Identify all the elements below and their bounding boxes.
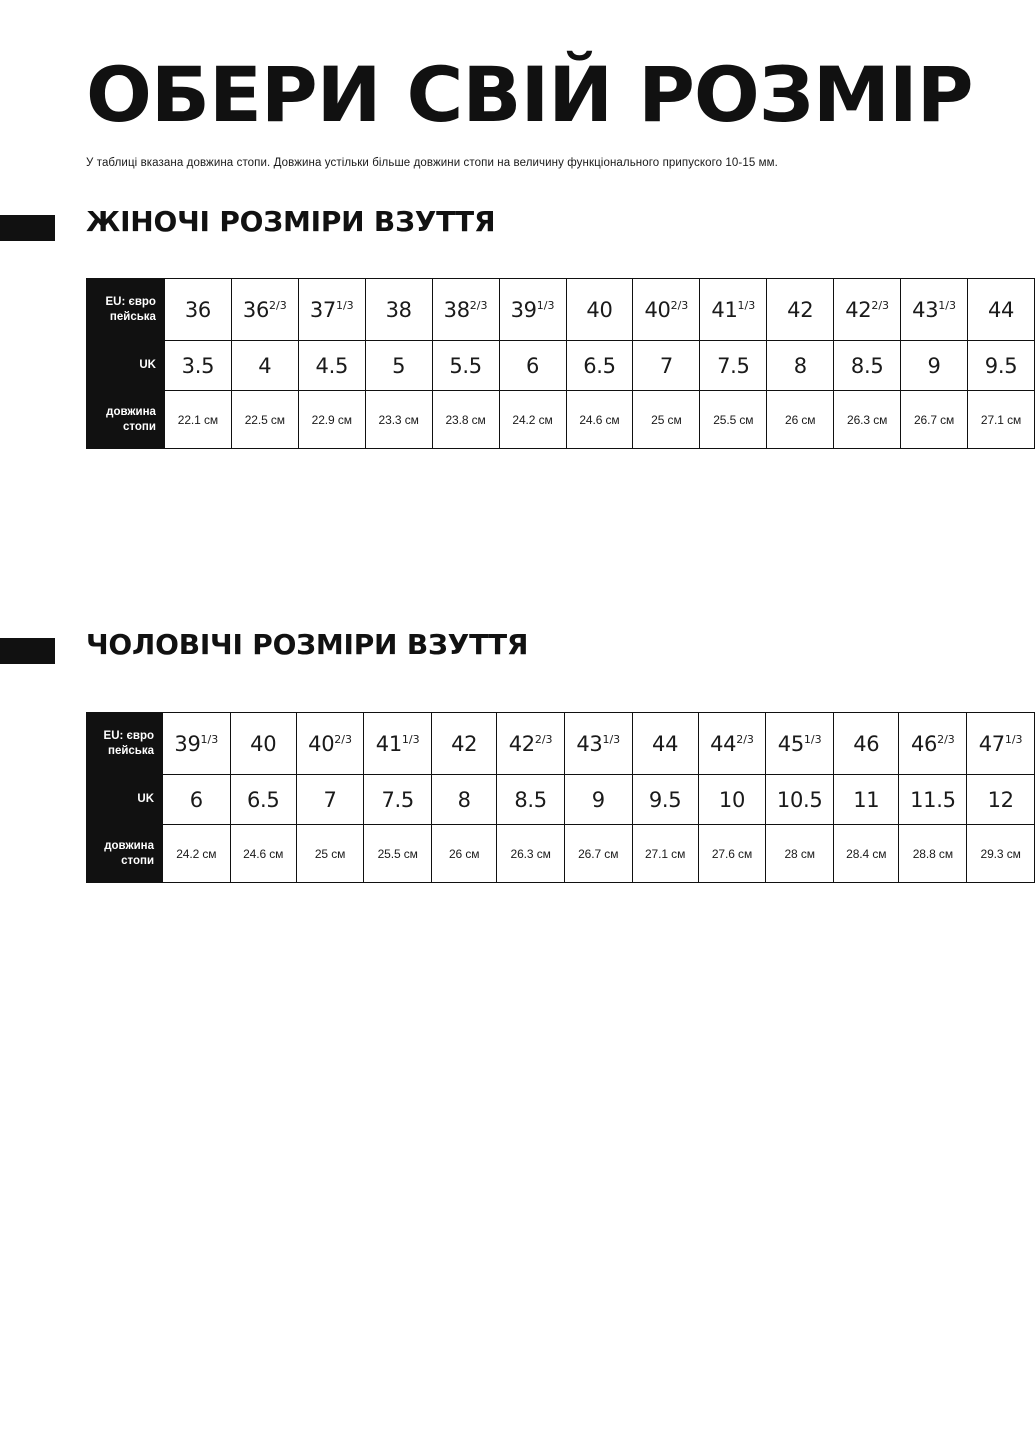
cell-eu-size: 44 xyxy=(632,713,698,775)
cell-foot-length: 28.4 см xyxy=(834,825,899,883)
cell-uk-size: 11 xyxy=(834,775,899,825)
row-header-len-line2: стопи xyxy=(121,854,155,867)
page-title: ОБЕРИ СВІЙ РОЗМІР xyxy=(86,49,973,139)
cell-foot-length: 28.8 см xyxy=(899,825,967,883)
cell-uk-size: 5.5 xyxy=(432,341,499,391)
table-row-eu xyxy=(87,713,1035,775)
cell-uk-size: 7 xyxy=(296,775,364,825)
cell-eu-size: 40 xyxy=(230,713,296,775)
cell-uk-size: 10 xyxy=(698,775,766,825)
row-header-eu-line2: пейська xyxy=(109,310,156,323)
cell-foot-length: 24.6 см xyxy=(230,825,296,883)
cell-foot-length: 26 см xyxy=(767,391,834,449)
cell-eu-size: $39^{1/3}$ xyxy=(499,279,566,341)
row-header-eu xyxy=(87,279,165,341)
cell-uk-size: 7.5 xyxy=(700,341,767,391)
cell-foot-length: 26.3 см xyxy=(834,391,901,449)
accent-bar-icon xyxy=(0,638,55,664)
cell-uk-size: 9 xyxy=(901,341,968,391)
size-table-men-body xyxy=(87,713,1035,883)
cell-foot-length: 26.3 см xyxy=(497,825,565,883)
cell-uk-size: 9 xyxy=(564,775,632,825)
cell-uk-size: 6 xyxy=(163,775,231,825)
cell-uk-size: 12 xyxy=(967,775,1035,825)
cell-eu-size: $39^{1/3}$ xyxy=(163,713,231,775)
cell-eu-size: 38 xyxy=(365,279,432,341)
cell-eu-size: $44^{2/3}$ xyxy=(698,713,766,775)
row-header-len-line1: довжина xyxy=(106,406,156,419)
row-header-len-line1: довжина xyxy=(104,840,155,853)
cell-foot-length: 28 см xyxy=(766,825,834,883)
table-row-eu xyxy=(87,279,1035,341)
cell-eu-size: 42 xyxy=(767,279,834,341)
row-header-eu-line2: пейська xyxy=(108,744,155,757)
cell-uk-size: 8.5 xyxy=(834,341,901,391)
cell-foot-length: 22.5 см xyxy=(231,391,298,449)
cell-eu-size: $41^{1/3}$ xyxy=(364,713,432,775)
cell-uk-size: 8 xyxy=(432,775,497,825)
cell-foot-length: 25 см xyxy=(633,391,700,449)
cell-uk-size: 7.5 xyxy=(364,775,432,825)
cell-foot-length: 26.7 см xyxy=(901,391,968,449)
size-table-women-body xyxy=(87,279,1035,449)
cell-foot-length: 23.8 см xyxy=(432,391,499,449)
section-title-men: ЧОЛОВІЧІ РОЗМІРИ ВЗУТТЯ xyxy=(86,628,529,661)
cell-foot-length: 29.3 см xyxy=(967,825,1035,883)
accent-bar-icon xyxy=(0,215,55,241)
cell-foot-length: 24.6 см xyxy=(566,391,633,449)
cell-foot-length: 22.9 см xyxy=(298,391,365,449)
cell-foot-length: 22.1 см xyxy=(164,391,231,449)
cell-eu-size: $46^{2/3}$ xyxy=(899,713,967,775)
cell-uk-size: 8 xyxy=(767,341,834,391)
size-table-men xyxy=(86,712,1035,883)
row-header-eu-line1: EU: євро xyxy=(103,730,155,743)
cell-foot-length: 24.2 см xyxy=(499,391,566,449)
cell-foot-length: 26.7 см xyxy=(564,825,632,883)
row-header-foot-length xyxy=(87,391,165,449)
cell-eu-size: $37^{1/3}$ xyxy=(298,279,365,341)
cell-eu-size: 40 xyxy=(566,279,633,341)
cell-uk-size: 3.5 xyxy=(164,341,231,391)
row-header-uk: UK xyxy=(87,775,163,825)
cell-uk-size: 4.5 xyxy=(298,341,365,391)
cell-eu-size: $40^{2/3}$ xyxy=(633,279,700,341)
cell-uk-size: 9.5 xyxy=(968,341,1035,391)
cell-uk-size: 4 xyxy=(231,341,298,391)
cell-eu-size: 44 xyxy=(968,279,1035,341)
row-header-eu-line1: EU: євро xyxy=(105,296,156,309)
cell-eu-size: $45^{1/3}$ xyxy=(766,713,834,775)
row-header-foot-length xyxy=(87,825,163,883)
cell-foot-length: 27.1 см xyxy=(968,391,1035,449)
cell-uk-size: 5 xyxy=(365,341,432,391)
cell-eu-size: $42^{2/3}$ xyxy=(834,279,901,341)
section-title-women: ЖІНОЧІ РОЗМІРИ ВЗУТТЯ xyxy=(86,205,496,238)
row-header-uk: UK xyxy=(87,341,165,391)
cell-eu-size: $41^{1/3}$ xyxy=(700,279,767,341)
cell-eu-size: $47^{1/3}$ xyxy=(967,713,1035,775)
cell-foot-length: 23.3 см xyxy=(365,391,432,449)
cell-eu-size: $40^{2/3}$ xyxy=(296,713,364,775)
cell-eu-size: $38^{2/3}$ xyxy=(432,279,499,341)
cell-foot-length: 25.5 см xyxy=(364,825,432,883)
cell-uk-size: 8.5 xyxy=(497,775,565,825)
cell-uk-size: 11.5 xyxy=(899,775,967,825)
size-table-women xyxy=(86,278,1035,449)
cell-foot-length: 25 см xyxy=(296,825,364,883)
cell-foot-length: 26 см xyxy=(432,825,497,883)
cell-foot-length: 24.2 см xyxy=(163,825,231,883)
cell-uk-size: 7 xyxy=(633,341,700,391)
cell-uk-size: 6.5 xyxy=(230,775,296,825)
table-row-uk xyxy=(87,341,1035,391)
cell-foot-length: 27.6 см xyxy=(698,825,766,883)
table-row-uk xyxy=(87,775,1035,825)
row-header-eu xyxy=(87,713,163,775)
cell-eu-size: 46 xyxy=(834,713,899,775)
table-row-foot-length xyxy=(87,391,1035,449)
cell-uk-size: 9.5 xyxy=(632,775,698,825)
cell-uk-size: 6.5 xyxy=(566,341,633,391)
cell-foot-length: 25.5 см xyxy=(700,391,767,449)
cell-eu-size: $43^{1/3}$ xyxy=(901,279,968,341)
cell-eu-size: $43^{1/3}$ xyxy=(564,713,632,775)
cell-eu-size: 42 xyxy=(432,713,497,775)
cell-eu-size: 36 xyxy=(164,279,231,341)
row-header-len-line2: стопи xyxy=(123,420,156,433)
table-row-foot-length xyxy=(87,825,1035,883)
cell-uk-size: 6 xyxy=(499,341,566,391)
page-subtitle: У таблиці вказана довжина стопи. Довжина устільки більше довжини стопи на величину функціонального припуского 10-15 мм. xyxy=(86,156,778,169)
cell-eu-size: $36^{2/3}$ xyxy=(231,279,298,341)
cell-uk-size: 10.5 xyxy=(766,775,834,825)
cell-eu-size: $42^{2/3}$ xyxy=(497,713,565,775)
cell-foot-length: 27.1 см xyxy=(632,825,698,883)
